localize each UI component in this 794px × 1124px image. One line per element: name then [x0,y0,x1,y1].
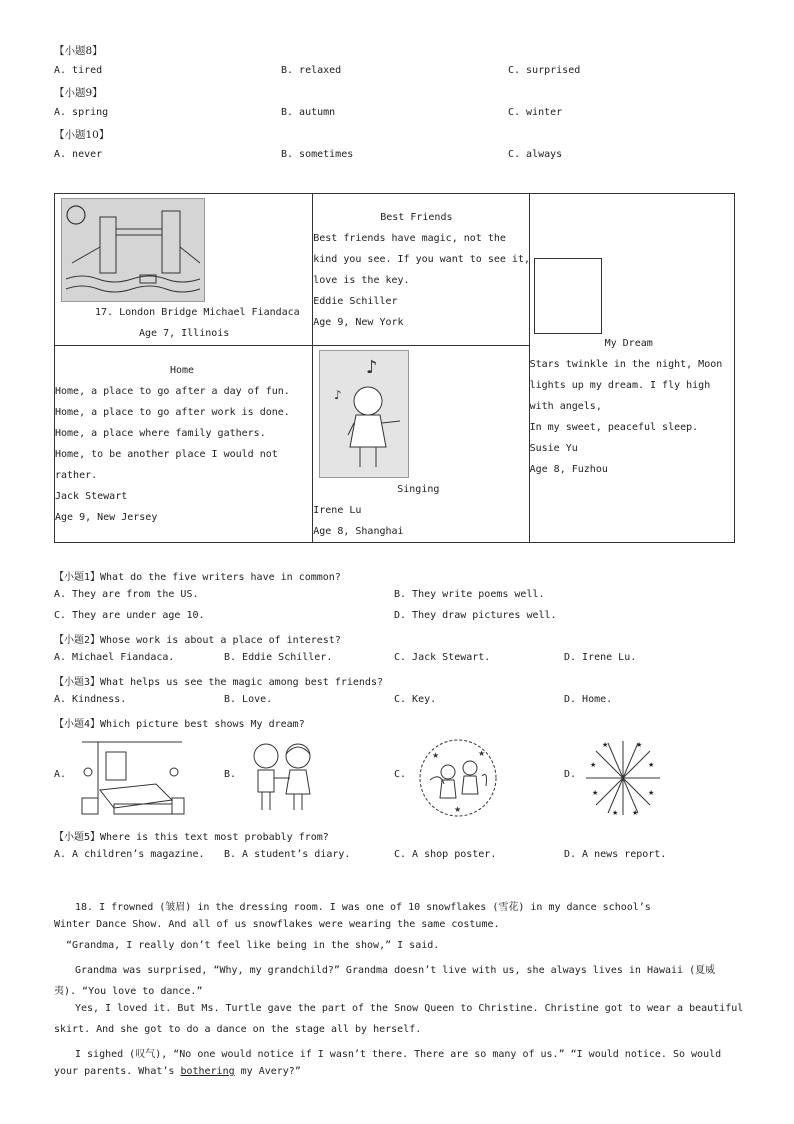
cell-london-bridge [55,194,313,346]
q1-option-d[interactable]: D. They draw pictures well. [394,610,557,621]
q3-head: 【小题3】What helps us see the magic among best friends? [54,677,383,688]
home-line-3: Home, a place where family gathers. [55,428,266,439]
my-dream-author: Susie Yu [529,443,578,454]
best-friends-line-2: kind you see. If you want to see it, [313,254,530,265]
singing-author: Irene Lu [313,505,362,516]
q2-option-b[interactable]: B. Eddie Schiller. [224,652,333,663]
home-line-2: Home, a place to go after work is done. [55,407,290,418]
singing-girl-icon [320,351,408,477]
my-dream-image-box [534,258,602,334]
q2-head: 【小题2】Whose work is about a place of interest? [54,635,341,646]
best-friends-age: Age 9, New York [313,317,404,328]
home-line-1: Home, a place to go after a day of fun. [55,386,290,397]
q10-option-c[interactable]: C. always [508,149,563,160]
home-line-4: Home, to be another place I would not [55,449,278,460]
stars-burst-icon [582,737,664,819]
bridge-icon [62,199,204,301]
my-dream-line-2: lights up my dream. I fly high [529,380,711,391]
q8-option-a[interactable]: A. tired [54,65,103,76]
svg-text:★: ★ [636,741,643,749]
q3-option-c[interactable]: C. Key. [394,694,437,705]
q3-option-b[interactable]: B. Love. [224,694,273,705]
q5-head: 【小题5】Where is this text most probably from? [54,832,329,843]
svg-text:★: ★ [632,809,639,817]
home-line-5: rather. [55,470,98,481]
singing-age: Age 8, Shanghai [313,526,404,537]
q8-option-b[interactable]: B. relaxed [281,65,342,76]
singing-title: Singing [397,484,440,495]
home-title: Home [170,365,195,376]
q8-option-c[interactable]: C. surprised [508,65,581,76]
passage-line-3: “Grandma, I really don’t feel like being in the show,” I said. [66,940,440,951]
svg-text:★: ★ [602,741,609,749]
q4-head: 【小题4】Which picture best shows My dream? [54,719,305,730]
q4-option-b[interactable]: B. [224,769,237,780]
cell-home [55,346,313,543]
london-bridge-age: Age 7, Illinois [139,328,230,339]
q2-option-d[interactable]: D. Irene Lu. [564,652,637,663]
cell-my-dream [529,194,734,543]
my-dream-line-4: In my sweet, peaceful sleep. [529,422,699,433]
best-friends-title: Best Friends [380,212,453,223]
q9-option-a[interactable]: A. spring [54,107,109,118]
q4-option-d[interactable]: D. [564,769,577,780]
svg-text:★: ★ [592,789,599,797]
passage-line-1: 18. I frowned (皱眉) in the dressing room. I was one of 10 snowflakes (雪花) in my dance school’s [75,902,651,913]
q3-option-d[interactable]: D. Home. [564,694,613,705]
svg-text:★: ★ [590,761,597,769]
q2-option-a[interactable]: A. Michael Fiandaca. [54,652,175,663]
q5-option-c[interactable]: C. A shop poster. [394,849,497,860]
passage-line-5: 夷). “You love to dance.” [54,986,203,997]
q9-option-b[interactable]: B. autumn [281,107,336,118]
q1-head: 【小题1】What do the five writers have in common? [54,572,341,583]
q8-head: 【小题8】 [54,45,103,57]
q4-option-a[interactable]: A. [54,769,67,780]
passage-line-2: Winter Dance Show. And all of us snowflakes were wearing the same costume. [54,919,500,930]
svg-text:★: ★ [612,809,619,817]
passage-line-4: Grandma was surprised, “Why, my grandchild?” Grandma doesn’t live with us, she always lives in Hawaii (夏威 [75,965,716,976]
works-table [54,193,735,543]
q1-option-a[interactable]: A. They are from the US. [54,589,199,600]
best-friends-line-3: love is the key. [313,275,410,286]
cell-singing [313,346,529,543]
my-dream-line-3: with angels, [529,401,602,412]
svg-text:★: ★ [432,751,440,760]
my-dream-age: Age 8, Fuzhou [529,464,608,475]
home-age: Age 9, New Jersey [55,512,158,523]
best-friends-line-1: Best friends have magic, not the [313,233,506,244]
two-children-icon [244,742,322,814]
q1-option-c[interactable]: C. They are under age 10. [54,610,205,621]
svg-text:★: ★ [648,761,655,769]
q2-option-c[interactable]: C. Jack Stewart. [394,652,491,663]
svg-text:★: ★ [478,749,486,758]
q9-head: 【小题9】 [54,87,103,99]
q3-option-a[interactable]: A. Kindness. [54,694,127,705]
my-dream-title: My Dream [604,338,653,349]
london-bridge-drawing [61,198,205,302]
passage-line-9 [54,1066,301,1077]
q10-option-b[interactable]: B. sometimes [281,149,354,160]
q10-head: 【小题10】 [54,129,110,141]
q5-option-d[interactable]: D. A news report. [564,849,667,860]
singing-drawing [319,350,409,478]
passage-line-6: Yes, I loved it. But Ms. Turtle gave the part of the Snow Queen to Christine. Christine got to wear a beautiful [75,1003,744,1014]
passage-line-7: skirt. And she got to do a dance on the stage all by herself. [54,1024,422,1035]
cell-best-friends [313,194,529,346]
svg-text:♪: ♪ [366,357,378,378]
passage-line-9-end: my Avery?” [234,1066,301,1077]
svg-text:★: ★ [648,789,655,797]
london-bridge-caption: 17. London Bridge Michael Fiandaca [95,307,300,318]
passage-line-8: I sighed (叹气), “No one would notice if I wasn’t there. There are so many of us.” “I would notice. So would [75,1049,722,1060]
q4-option-c[interactable]: C. [394,769,407,780]
home-author: Jack Stewart [55,491,128,502]
svg-text:♪: ♪ [334,388,342,402]
underlined-word: bothering [180,1066,235,1077]
best-friends-author: Eddie Schiller [313,296,398,307]
q9-option-c[interactable]: C. winter [508,107,563,118]
svg-text:★: ★ [454,805,462,814]
q10-option-a[interactable]: A. never [54,149,103,160]
angels-moon-icon [416,736,500,820]
my-dream-line-1: Stars twinkle in the night, Moon [529,359,723,370]
q5-option-b[interactable]: B. A student’s diary. [224,849,351,860]
q5-option-a[interactable]: A. A children’s magazine. [54,849,205,860]
q1-option-b[interactable]: B. They write poems well. [394,589,545,600]
bedroom-icon [78,738,186,818]
passage-line-9-start: your parents. What’s [54,1066,181,1077]
